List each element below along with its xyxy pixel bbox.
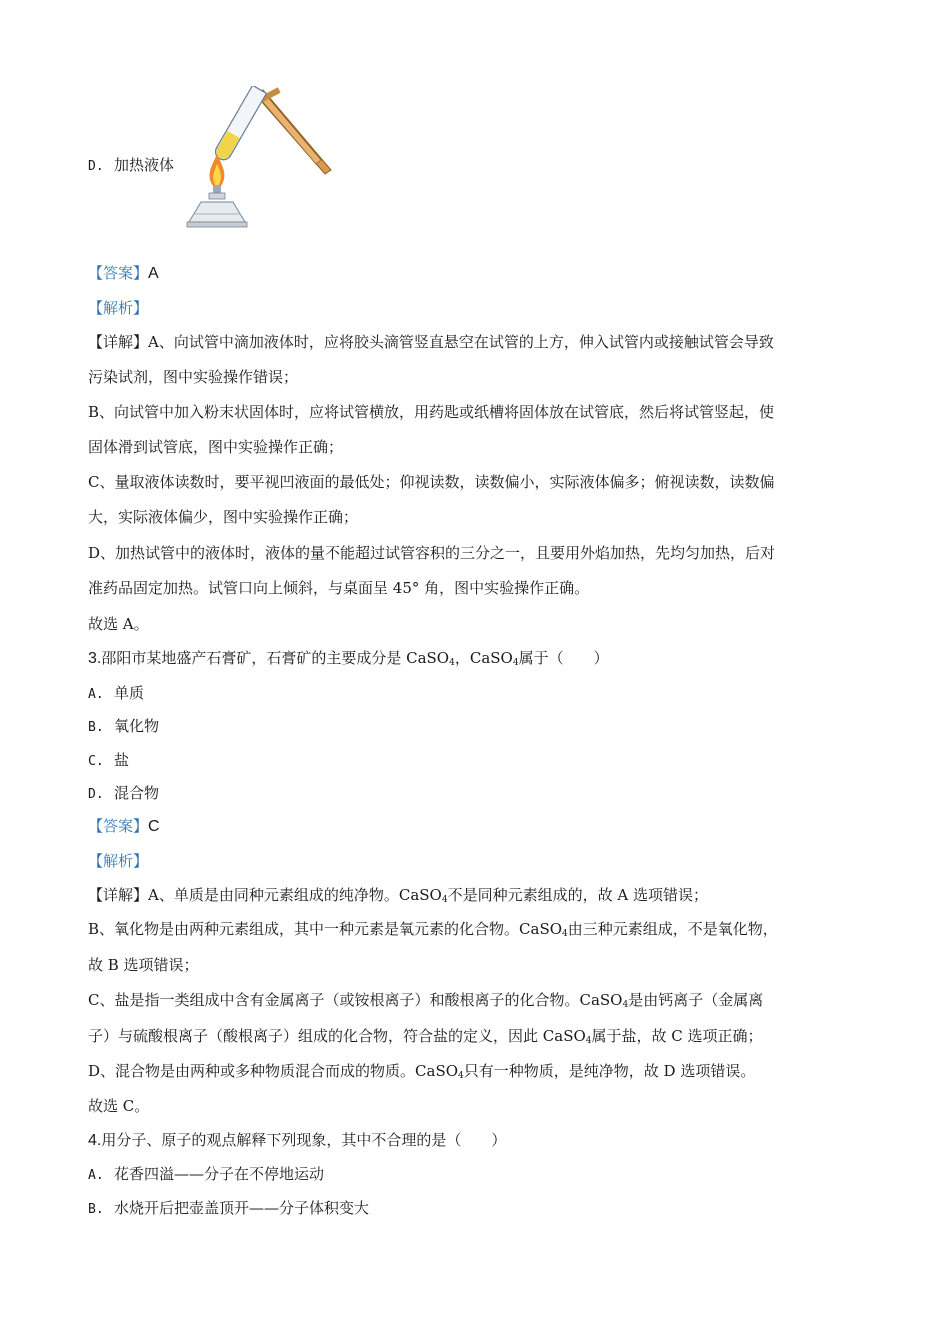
option-text: 加热液体 [114, 156, 175, 174]
heating-test-tube-illustration [183, 86, 333, 236]
subscript: 4 [585, 1036, 592, 1046]
q3-option-d [88, 783, 159, 805]
option-letter: D. [88, 159, 104, 174]
q4-stem [88, 1130, 506, 1151]
detail-text: B、氧化物是由两种元素组成，其中一种元素是氧元素的化合物。CaSO [88, 920, 563, 938]
detail-text: 属于盐，故 C 选项正确； [591, 1027, 763, 1045]
option-letter: A. [88, 1168, 104, 1183]
option-text: 花香四溢——分子在不停地运动 [114, 1165, 325, 1183]
option-letter: B. [88, 1202, 104, 1217]
option-letter: B. [88, 720, 104, 735]
detail-text: D、混合物是由两种或多种物质混合而成的物质。CaSO [88, 1062, 459, 1080]
option-text: 水烧开后把壶盖顶开——分子体积变大 [114, 1199, 370, 1217]
q2-conclusion: 故选 A。 [88, 615, 149, 633]
q3-stem [88, 648, 609, 669]
q2-answer [88, 263, 159, 284]
detail-text: 不是同种元素组成的，故 A 选项错误； [447, 886, 708, 904]
detail-text: 子）与硫酸根离子（酸根离子）组成的化合物，符合盐的定义，因此 CaSO [88, 1027, 586, 1045]
q3-option-b [88, 716, 159, 738]
alcohol-lamp [187, 185, 247, 227]
option-letter: A. [88, 687, 104, 702]
q2-detail-line-1 [88, 332, 774, 352]
q2-detail-line-7: D、加热试管中的液体时，液体的量不能超过试管容积的三分之一，且要用外焰加热，先均匀加热，后对 [88, 544, 776, 562]
detail-text: A、向试管中滴加液体时，应将胶头滴管竖直悬空在试管的上方，伸入试管内或接触试管会导致 [148, 333, 774, 351]
detail-text: A、单质是由同种元素组成的纯净物。CaSO [148, 886, 442, 904]
option-letter: C. [88, 754, 104, 769]
subscript: 4 [458, 1071, 464, 1081]
answer-label: 【答案】 [88, 264, 149, 282]
subscript: 4 [562, 929, 568, 939]
option-text: 氧化物 [114, 717, 160, 735]
q3-answer [88, 816, 160, 837]
q3-detail-line-3: 故 B 选项错误； [88, 956, 199, 974]
detail-label: 【详解】 [88, 886, 149, 904]
q3-detail-line-1 [88, 885, 708, 905]
answer-value: A [148, 265, 159, 282]
q3-detail-line-4 [88, 990, 763, 1010]
q3-option-c [88, 750, 129, 772]
detail-text: C、盐是指一类组成中含有金属离子（或铵根离子）和酸根离子的化合物。CaSO [88, 991, 623, 1009]
option-text: 单质 [114, 684, 145, 702]
q2-detail-line-3: B、向试管中加入粉末状固体时，应将试管横放，用药匙或纸槽将固体放在试管底，然后将试管竖起，使 [88, 403, 775, 421]
subscript: 4 [449, 658, 455, 668]
answer-value: C [148, 818, 160, 835]
detail-text: 只有一种物质，是纯净物，故 D 选项错误。 [463, 1062, 756, 1080]
detail-label: 【详解】 [88, 333, 149, 351]
subscript: 4 [512, 658, 519, 668]
option-d-heat-liquid [88, 155, 174, 177]
q2-detail-line-5: C、量取液体读数时，要平视凹液面的最低处；仰视读数，读数偏小，实际液体偏多；俯视读数，读数偏 [88, 473, 775, 491]
q3-option-a [88, 683, 144, 705]
q4-option-b [88, 1198, 369, 1220]
q3-conclusion: 故选 C。 [88, 1097, 150, 1115]
q2-detail-line-6: 大，实际液体偏少，图中实验操作正确； [88, 508, 359, 526]
answer-label: 【答案】 [88, 817, 149, 835]
stem-part: ，CaSO [454, 649, 513, 667]
option-text: 混合物 [114, 784, 160, 802]
stem-text: 用分子、原子的观点解释下列现象，其中不合理的是（ ） [101, 1131, 507, 1149]
stem-part: 属于（ ） [518, 649, 609, 667]
subscript: 4 [622, 1000, 629, 1010]
q3-detail-line-5 [88, 1026, 763, 1046]
q2-detail-line-8: 准药品固定加热。试管口向上倾斜，与桌面呈 45° 角，图中实验操作正确。 [88, 579, 590, 597]
detail-text: 由三种元素组成，不是氧化物， [567, 920, 778, 938]
stem-part: 邵阳市某地盛产石膏矿，石膏矿的主要成分是 CaSO [101, 649, 450, 667]
test-tube [213, 86, 267, 163]
subscript: 4 [441, 895, 448, 905]
q4-option-a [88, 1164, 324, 1186]
option-text: 盐 [114, 751, 130, 769]
q3-analysis-label: 【解析】 [88, 852, 149, 870]
question-number: 4. [88, 1132, 102, 1149]
q3-detail-line-6 [88, 1061, 755, 1081]
q2-analysis-label: 【解析】 [88, 299, 149, 317]
q3-detail-line-2 [88, 919, 778, 939]
question-number: 3. [88, 650, 102, 667]
q2-detail-line-4: 固体滑到试管底，图中实验操作正确； [88, 438, 344, 456]
test-tube-holder [251, 87, 331, 174]
q2-detail-line-2: 污染试剂，图中实验操作错误； [88, 368, 299, 386]
option-letter: D. [88, 787, 104, 802]
detail-text: 是由钙离子（金属离 [628, 991, 764, 1009]
